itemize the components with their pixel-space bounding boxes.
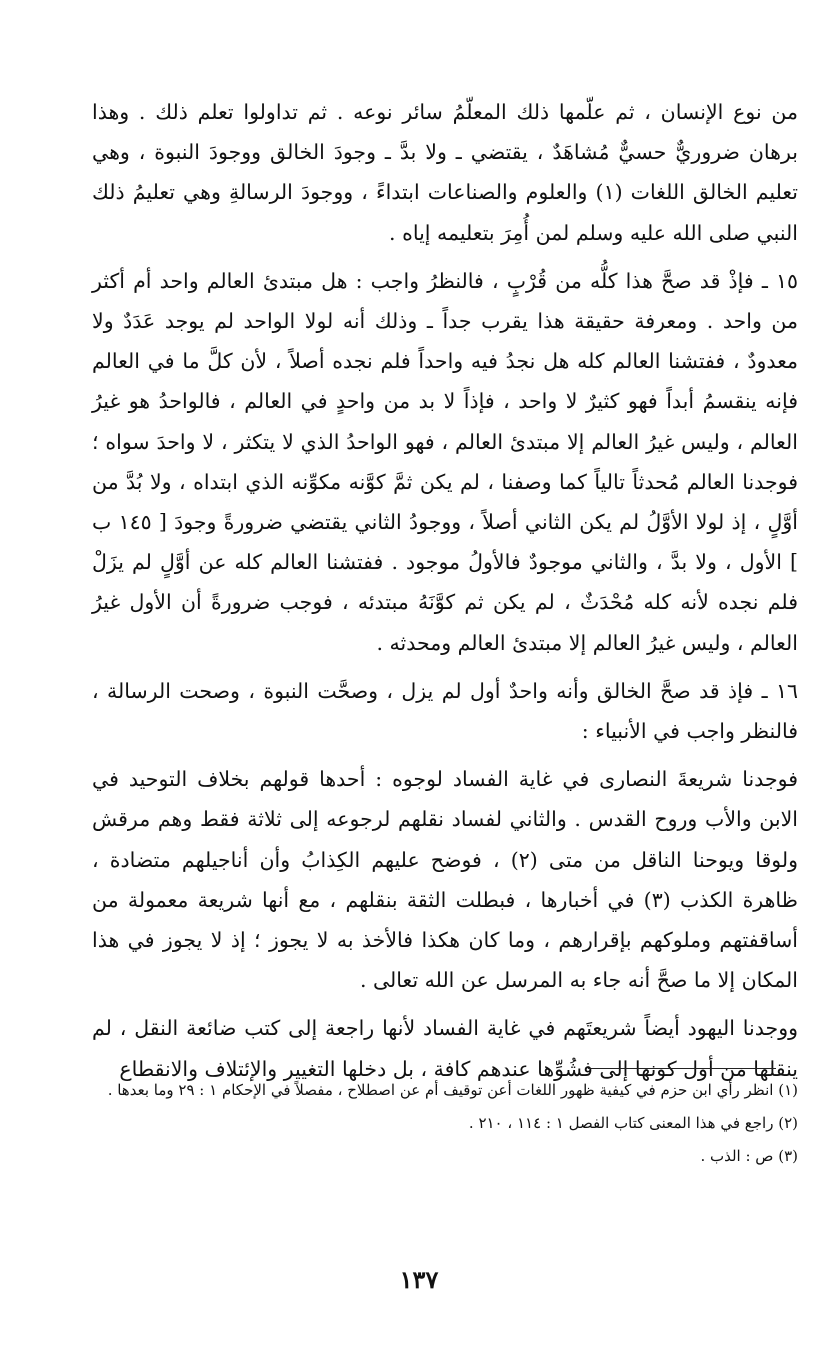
footnotes: [92, 1074, 798, 1173]
paragraph-jews: ووجدنا اليهود أيضاً شريعتَهم في غاية الفساد لأنها راجعة إلى كتب ضائعة النقل ، لم ينقلها من أول كونها إلى فشُوِّها عندهم كافة ، بل دخلها التغيير والإئتلاف والانقطاع: [92, 1016, 798, 1081]
paragraph-16: ١٦ ـ فإذ قد صحَّ الخالق وأنه واحدٌ أول لم يزل ، وصحَّت النبوة ، وصحت الرسالة ، فالنظر واجب في الأنبياء :: [92, 678, 798, 744]
footnote-2: (٢) راجع في هذا المعنى كتاب الفصل ١ : ١١٤ ، ٢١٠ .: [468, 1114, 798, 1132]
page-number: ١٣٧: [399, 1265, 439, 1294]
paragraph-christians: فوجدنا شريعةَ النصارى في غاية الفساد لوجوه : أحدها قولهم بخلاف التوحيد في الابن والأب وروح القدس . والثاني لفساد نقلهم لرجوعه إلى ثلاثة فقط وهم مرقش ولوقا ويوحنا الناقل من متى (٢) ، فوضح عليهم الكِذابُ وأن أناجيلهم متضادة ، ظاهرة الكذب (٣) في أخبارها ، فبطلت الثقة بنقلهم ، مع أنها شريعة معمولة من أساقفتهم وملوكهم بإقرارهم ، وما كان هكذا فالأخذ به لا يجوز ؛ إذ لا يجوز في هذا المكان إلا ما صحَّ أنه جاء به المرسل عن الله تعالى .: [92, 767, 798, 993]
paragraph-intro: من نوع الإنسان ، ثم علّمها ذلك المعلّمُ سائر نوعه . ثم تداولوا تعلم ذلك . وهذا برهان ضروريٌّ حسيٌّ مُشاهَدٌ ، يقتضي ـ ولا بدَّ ـ وجودَ الخالق ووجودَ النبوة ، وهي تعليم الخالق اللغات (١) والعلوم والصناعات ابتداءً ، ووجودَ الرسالةِ وهي تعليمُ ذلك النبي صلى الله عليه وسلم لمن أُمِرَ بتعليمه إياه .: [92, 100, 799, 245]
footnote-3: (٣) ص : الذب .: [700, 1147, 798, 1165]
footnote-separator: [588, 1068, 776, 1069]
paragraph-15: ١٥ ـ فإذْ قد صحَّ هذا كلُّه من قُرْبٍ ، فالنظرُ واجب : هل مبتدئ العالم واحد أم أكثر من واحد . ومعرفة حقيقة هذا يقرب جداً ـ وذلك أنه لولا الواحد لم يوجد عَدَدٌ ولا معدودٌ ، ففتشنا العالم كله هل نجدُ فيه واحداً فلم نجده أصلاً ، لأن كلَّ ما في العالم فإنه ينقسمُ أبداً فهو كثيرٌ لا واحد ، فإذاً لا بد من واحدٍ في العالم ، فالواحدُ هو غيرُ العالم ، وليس غيرُ العالم إلا مبتدئ العالم ، فهو الواحدُ الذي لا يتكثر ، لا واحدَ سواه ؛ فوجدنا العالم مُحدثاً تالياً كما وصفنا ، لم يكن ثمَّ كوَّنه مكوِّنه الذي ابتداه ، ولا بُدَّ من أوَّلٍ ، إذ لولا الأوَّلُ لم يكن الثاني أصلاً ، ووجودُ الثاني يقتضي ضرورةً وجودَ [ ١٤٥ ب ] الأول ، ولا بدَّ ، والثاني موجودٌ فالأولُ موجود . ففتشنا العالم كله عن أوَّلٍ لم يزَلْ فلم نجده لأنه كله مُحْدَثٌ ، لم يكن ثم كوَّنَهُ مبتدئه ، فوجب ضرورةً أن الأول غيرُ العالم ، وليس غيرُ العالم إلا مبتدئ العالم ومحدثه .: [92, 268, 798, 655]
footnote-1: (١) انظر رأي ابن حزم في كيفية ظهور اللغات أعن توقيف أم عن اصطلاح ، مفصلاً في الإحكام ١ : ٢٩ وما بعدها .: [107, 1081, 798, 1099]
main-text: [92, 92, 798, 1097]
